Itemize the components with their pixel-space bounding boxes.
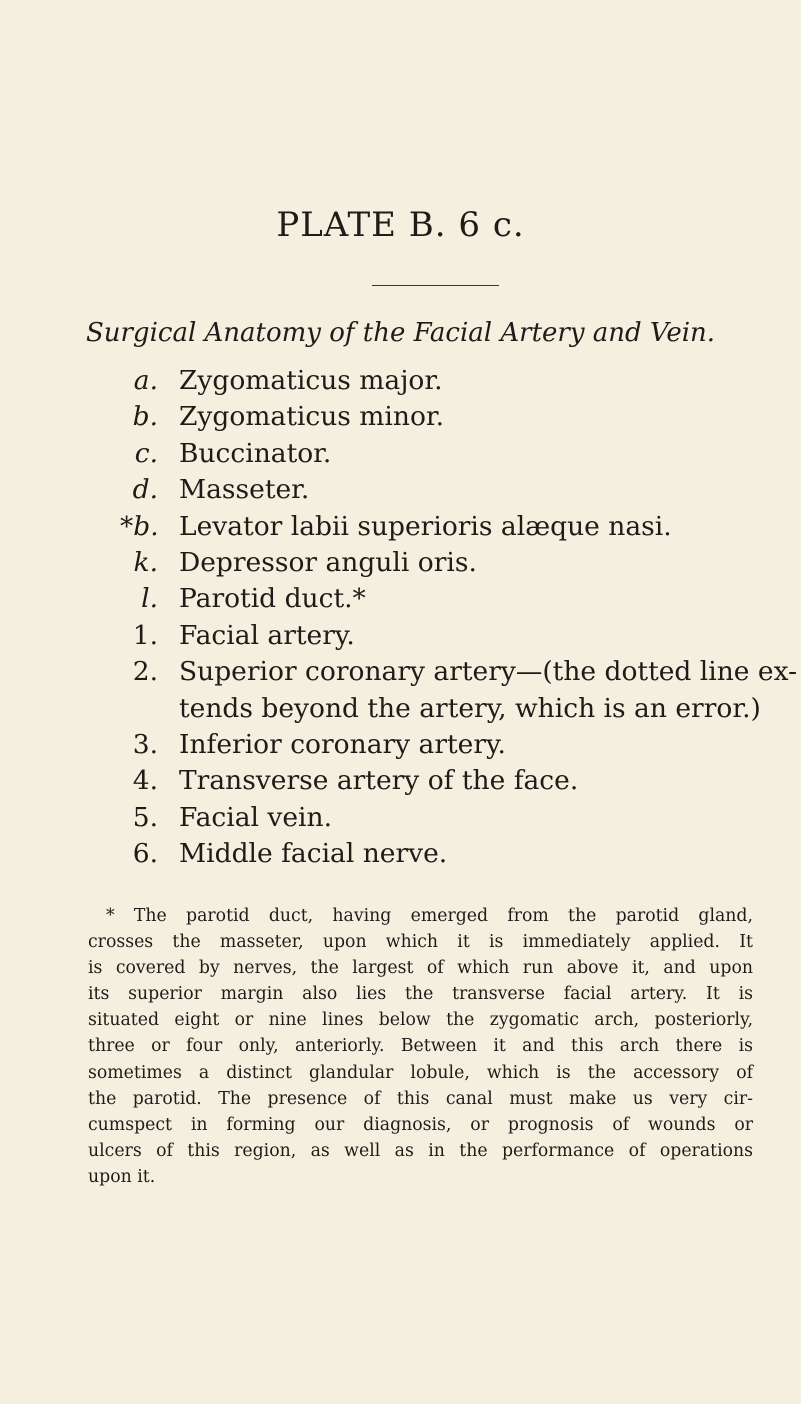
footnote: [88, 903, 753, 1190]
legend-item: [0, 763, 801, 799]
title-divider: [372, 285, 499, 286]
legend-text: Buccinator.: [179, 437, 332, 469]
legend-key: b.: [132, 401, 158, 433]
legend-item: [0, 399, 801, 435]
legend-key: 3.: [132, 728, 158, 760]
legend-text: Inferior coronary artery.: [179, 728, 506, 760]
legend-text: tends beyond the artery, which is an error.): [179, 692, 761, 724]
legend-key: *b.: [120, 510, 159, 542]
legend-text: Levator labii superioris alæque nasi.: [179, 510, 672, 542]
footnote-line: crosses the masseter, upon which it is immediately applied. It: [88, 932, 753, 953]
footnote-line: its superior margin also lies the transverse facial artery. It is: [88, 984, 753, 1005]
legend-text: Zygomaticus major.: [179, 365, 443, 396]
legend-key: 1.: [132, 619, 158, 651]
legend-text: Facial artery.: [179, 619, 355, 651]
legend-text: Zygomaticus minor.: [179, 401, 445, 433]
legend-item: [0, 800, 801, 836]
plate-subtitle: Surgical Anatomy of the Facial Artery and Vein.: [85, 318, 716, 348]
legend-item: [0, 654, 801, 690]
plate-title: PLATE B. 6 c.: [276, 205, 525, 245]
legend-text: Facial vein.: [179, 801, 333, 833]
legend-text: Superior coronary artery—(the dotted line ex-: [179, 656, 798, 688]
legend-item: [0, 363, 801, 399]
legend-item: [0, 836, 801, 872]
footnote-line: cumspect in forming our diagnosis, or prognosis of wounds or: [88, 1114, 753, 1135]
legend-key: 5.: [132, 801, 158, 833]
legend-item: [0, 727, 801, 763]
footnote-line: ulcers of this region, as well as in the performance of operations: [88, 1140, 753, 1161]
legend-item: [0, 581, 801, 617]
legend-key: 4.: [132, 765, 158, 797]
footnote-line: * The parotid duct, having emerged from the parotid gland,: [106, 906, 753, 926]
legend-text: Parotid duct.*: [179, 583, 366, 615]
footnote-line: the parotid. The presence of this canal must make us very cir-: [88, 1088, 753, 1109]
legend-text: Depressor anguli oris.: [179, 546, 477, 578]
legend-text: Transverse artery of the face.: [179, 765, 579, 797]
footnote-line: three or four only, anteriorly. Between it and this arch there is: [88, 1036, 753, 1057]
legend-item-continuation: [0, 691, 801, 727]
legend-text: Middle facial nerve.: [179, 838, 448, 870]
legend-item: [0, 545, 801, 581]
legend-text: Masseter.: [179, 474, 310, 506]
legend-item: [0, 436, 801, 472]
legend-item: [0, 618, 801, 654]
legend-key: 2.: [132, 656, 158, 688]
footnote-line: sometimes a distinct glandular lobule, which is the accessory of: [88, 1062, 753, 1083]
legend-item: [0, 472, 801, 508]
legend-list: [0, 363, 801, 872]
legend-item: [0, 509, 801, 545]
legend-key: l.: [141, 583, 158, 615]
footnote-line: is covered by nerves, the largest of which run above it, and upon: [88, 958, 753, 979]
footnote-line: upon it.: [88, 1166, 156, 1187]
legend-key: c.: [134, 437, 158, 469]
legend-key: a.: [133, 365, 158, 396]
legend-key: d.: [132, 474, 158, 506]
footnote-line: situated eight or nine lines below the zygomatic arch, posteriorly,: [88, 1010, 753, 1031]
legend-key: k.: [133, 546, 158, 578]
legend-key: 6.: [132, 838, 158, 870]
